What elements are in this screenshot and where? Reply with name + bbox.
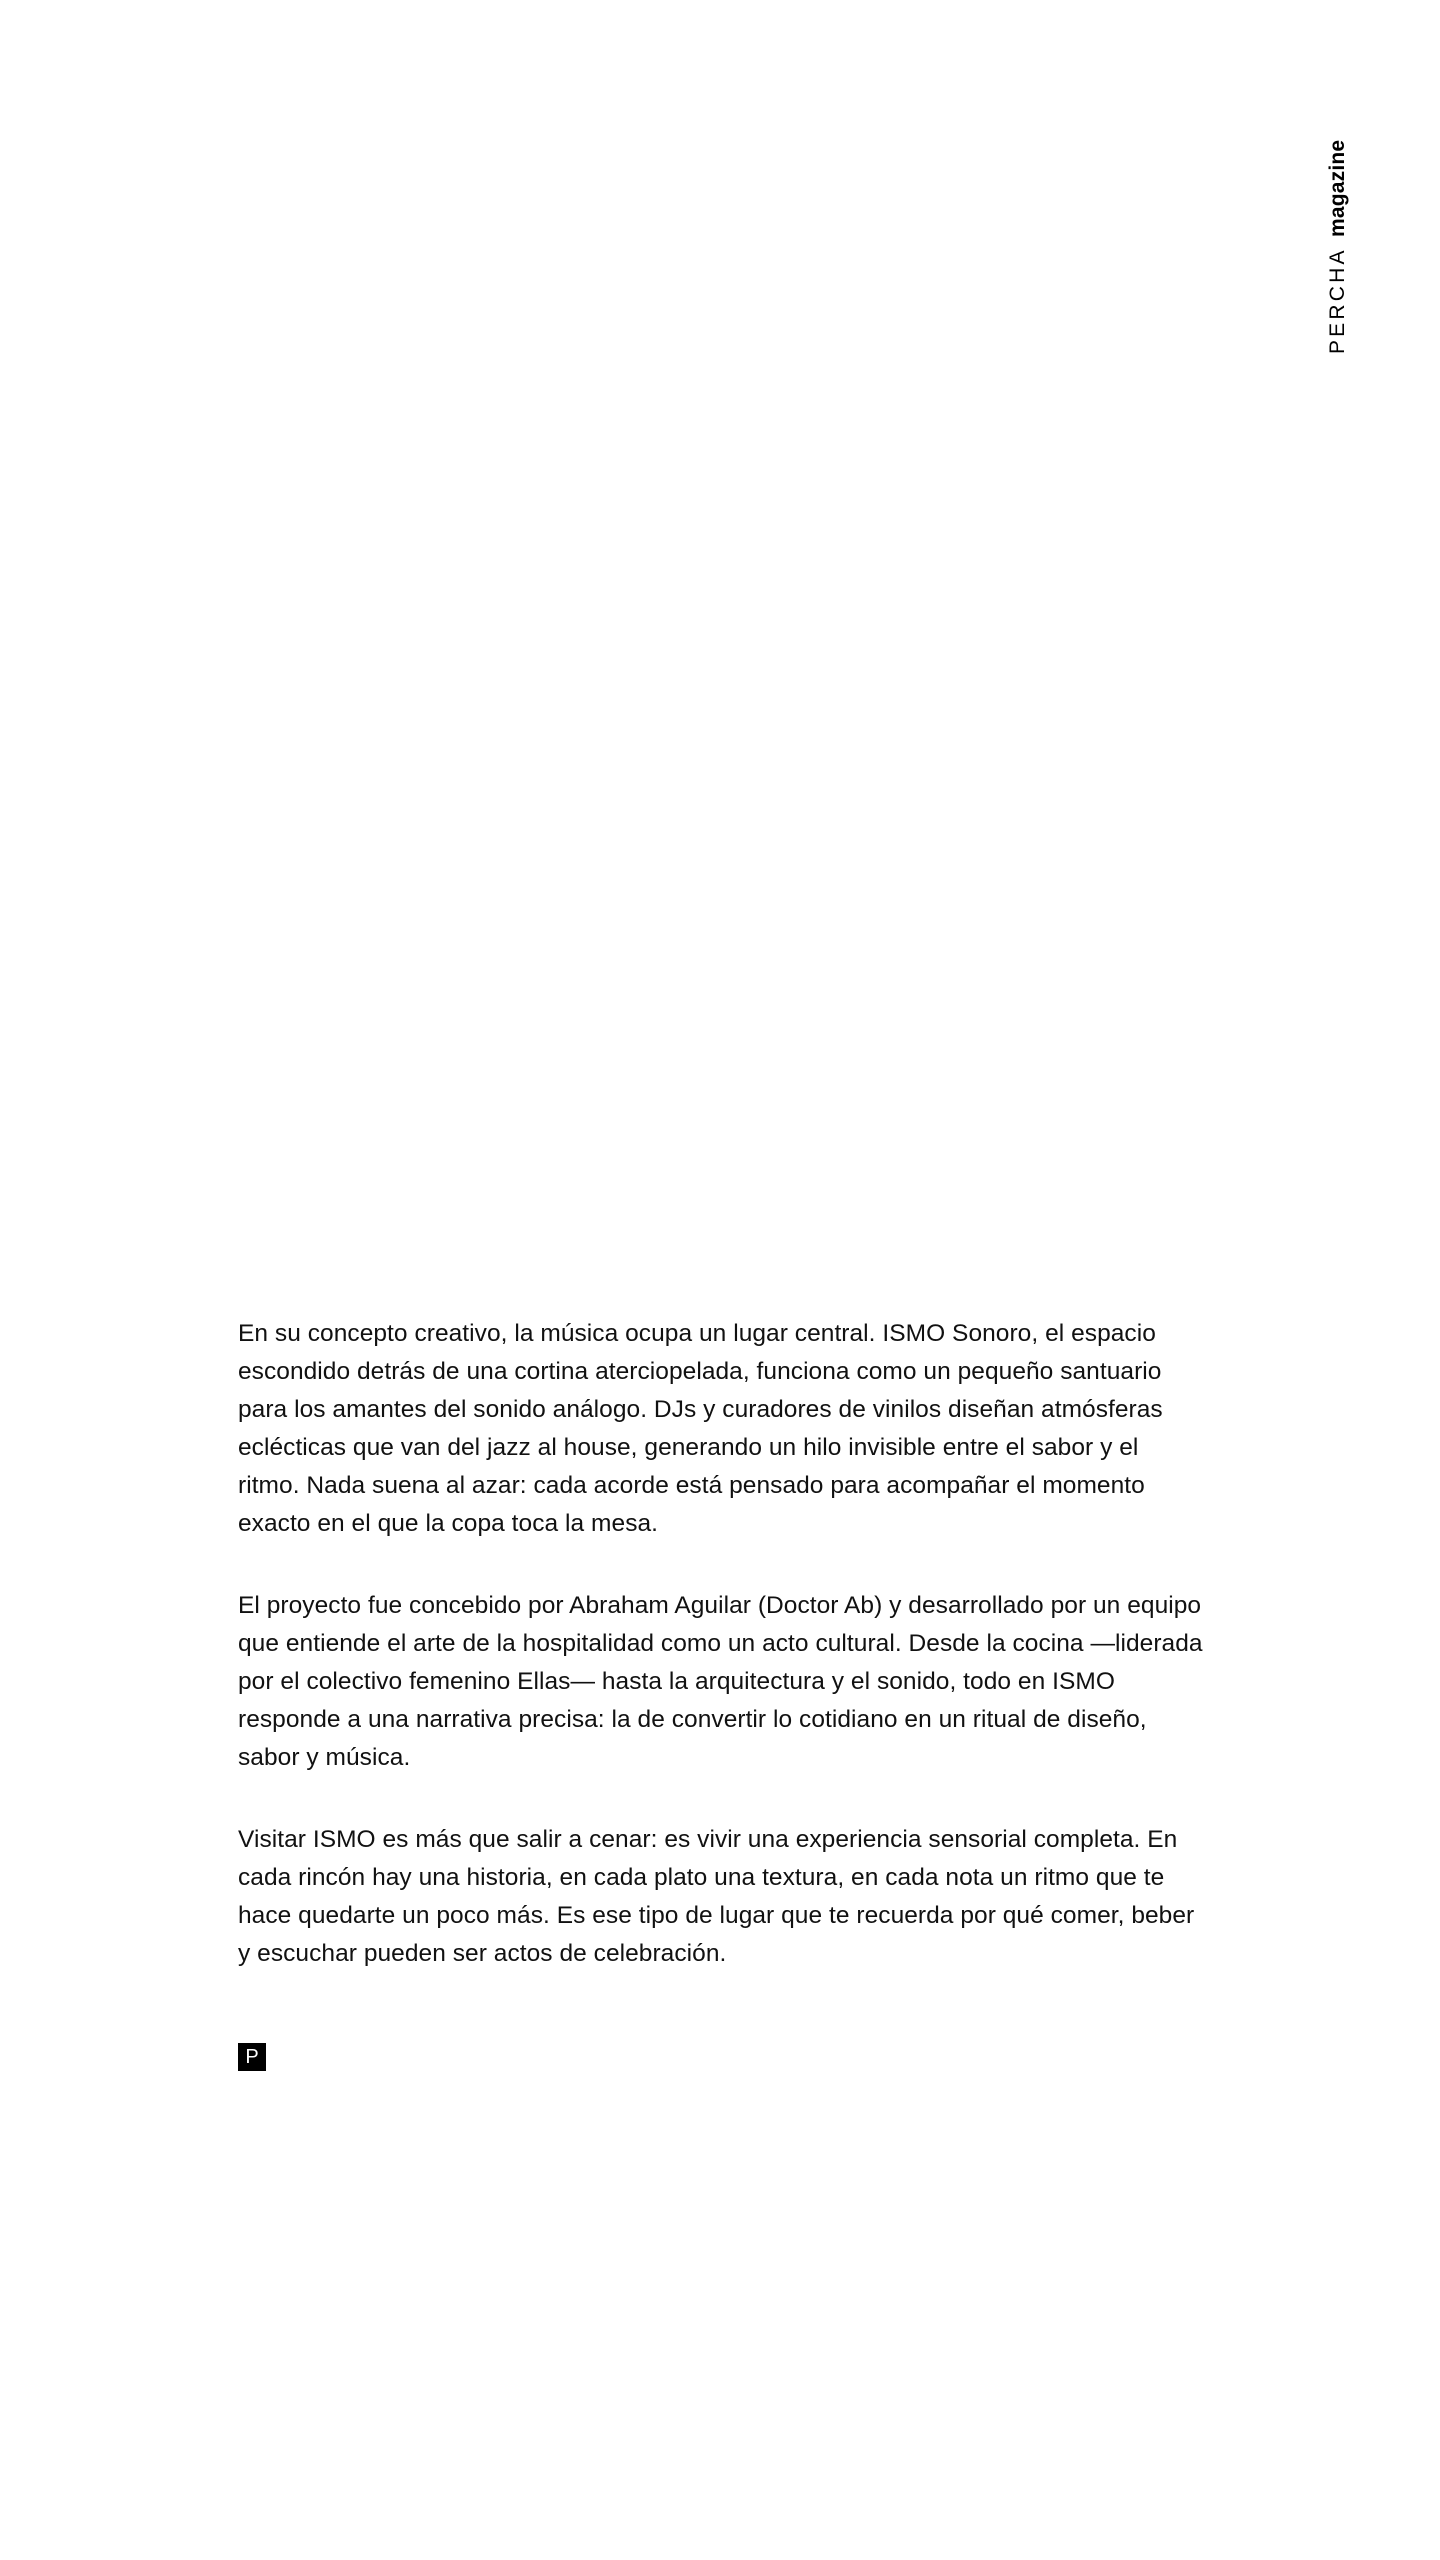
- article-body: [238, 1315, 1203, 1973]
- masthead-subtitle: magazine: [1326, 140, 1349, 238]
- masthead-brand: PERCHA: [1326, 247, 1349, 355]
- end-mark: P: [238, 2043, 266, 2071]
- article-paragraph: El proyecto fue concebido por Abraham Aguilar (Doctor Ab) y desarrollado por un equipo que entiende el arte de la hospitalidad como un acto cultural. Desde la cocina —liderada por el colectivo femenino Ellas— hasta la arquitectura y el sonido, todo en ISMO responde a una narrativa precisa: la de convertir lo cotidiano en un ritual de diseño, sabor y música.: [238, 1592, 1203, 1771]
- article-paragraph: En su concepto creativo, la música ocupa un lugar central. ISMO Sonoro, el espacio escondido detrás de una cortina aterciopelada, funciona como un pequeño santuario para los amantes del sonido análogo. DJs y curadores de vinilos diseñan atmósferas eclécticas que van del jazz al house, generando un hilo invisible entre el sabor y el ritmo. Nada suena al azar: cada acorde está pensado para acompañar el momento exacto en el que la copa toca la mesa.: [238, 1320, 1163, 1537]
- article-paragraph: Visitar ISMO es más que salir a cenar: es vivir una experiencia sensorial completa. En cada rincón hay una historia, en cada plato una textura, en cada nota un ritmo que te hace quedarte un poco más. Es ese tipo de lugar que te recuerda por qué comer, beber y escuchar pueden ser actos de celebración.: [238, 1826, 1195, 1967]
- masthead: [1327, 140, 1348, 354]
